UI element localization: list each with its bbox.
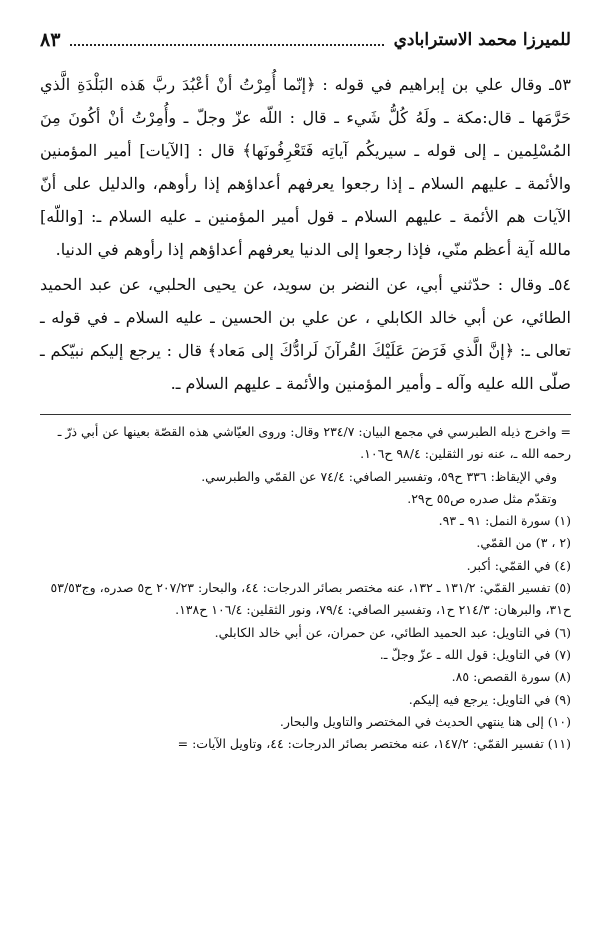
footnote-7: (٧) في التاويل: قول الله ـ عزّ وجلّ ـ.: [379, 646, 571, 662]
footnote-8: (٨) سورة القصص: ٨٥.: [451, 669, 571, 685]
hadith-53: ٥٣ـ وقال علي بن إبراهيم في قوله : ﴿إنّما أُمِرْتُ أنْ أعْبُدَ ربَّ هَذه البَلْدَةِ الَّذي حَرَّمَها ـ قال:مكة ـ ولَهُ كُلُّ شَيء ـ قال : اللّه عزّ وجلّ ـ وأُمِرْتُ أنْ أكُونَ مِنَ المُسْلِمين ـ إلى قوله ـ سيريكُم آياتِه فَتَعْرِفُونَها﴾ قال : [الآيات] أمير المؤمنين والأئمة ـ عليهم السلام ـ إذا رجعوا يعرفهم أعداؤهم إذا رأوهم، والدليل على أنّ الآيات هم الأئمة ـ عليهم السلام ـ قول أمير المؤمنين ـ عليه السلام ـ: [واللّه] مالله آية أعظم منّي، فإذا رجعوا إلى الدنيا يعرفهم أعداؤهم إذا رأوهم في الدنيا.: [40, 75, 571, 259]
footnote-11: (١١) تفسير القمّي: ١٤٧/٢، عنه مختصر بصائر الدرجات: ٤٤، وتاويل الآيات: =: [177, 736, 571, 752]
footnote-2-3: (٢ ، ٣) من القمّي.: [476, 535, 571, 551]
footnote-separator: [40, 414, 571, 415]
footnote-continuation: وتقدّم مثل صدره ص٥٥ ح٢٩.: [407, 490, 557, 506]
footnote-6: (٦) في التاويل: عبد الحميد الطائي، عن حمران، عن أبي خالد الكابلي.: [214, 624, 571, 640]
footnote-continuation: = واخرج ذيله الطبرسي في مجمع البيان: ٢٣٤/٧ وقال: وروى العيّاشي هذه القصّة بعينها عن أبي ذرّ ـ رحمه الله ـ، عنه نور الثقلين: ٩٨/٤ ح١٠٦.: [57, 424, 571, 462]
header-dotted-leader: [70, 34, 383, 46]
main-text: [40, 68, 571, 400]
footnote-10: (١٠) إلى هنا ينتهي الحديث في المختصر والتاويل والبحار.: [279, 713, 571, 729]
book-title: للميرزا محمد الاسترابادي: [393, 30, 571, 50]
footnote-1: (١) سورة النمل: ٩١ ـ ٩٣.: [438, 513, 571, 529]
footnote-continuation: وفي الإيقاظ: ٣٣٦ ح٥٩، وتفسير الصافي: ٧٤/٤ عن القمّي والطبرسي.: [201, 468, 557, 484]
footnote-5: (٥) تفسير القمّي: ١٣١/٢ ـ ١٣٢، عنه مختصر بصائر الدرجات: ٤٤، والبحار: ٢٠٧/٢٣ ح٥ صدره، وج٥٣/٥٣ ح٣١، والبرهان: ٢١٤/٣ ح١، وتفسير الصافي: ٧٩/٤، ونور الثقلين: ١٠٦/٤ ح١٣٨.: [50, 580, 571, 618]
page-number: ٨٣: [40, 29, 61, 51]
footnotes: [40, 421, 571, 755]
footnote-9: (٩) في التاويل: يرجع فيه إليكم.: [408, 691, 571, 707]
hadith-54: ٥٤ـ وقال : حدّثني أبي، عن النضر بن سويد، عن يحيى الحلبي، عن عبد الحميد الطائي، عن أبي خالد الكابلي ، عن علي بن الحسين ـ عليه السلام ـ في قوله ـ تعالى ـ: ﴿إنَّ الَّذي فَرَضَ عَلَيْكَ القُرآنَ لَرادُّكَ إلى مَعاد﴾ قال : يرجع إليكم نبيّكم ـ صلّى الله عليه وآله ـ وأمير المؤمنين والأئمة ـ عليهم السلام ـ.: [40, 275, 571, 393]
running-header: [40, 26, 571, 54]
footnote-4: (٤) في القمّي: أكبر.: [466, 557, 571, 573]
